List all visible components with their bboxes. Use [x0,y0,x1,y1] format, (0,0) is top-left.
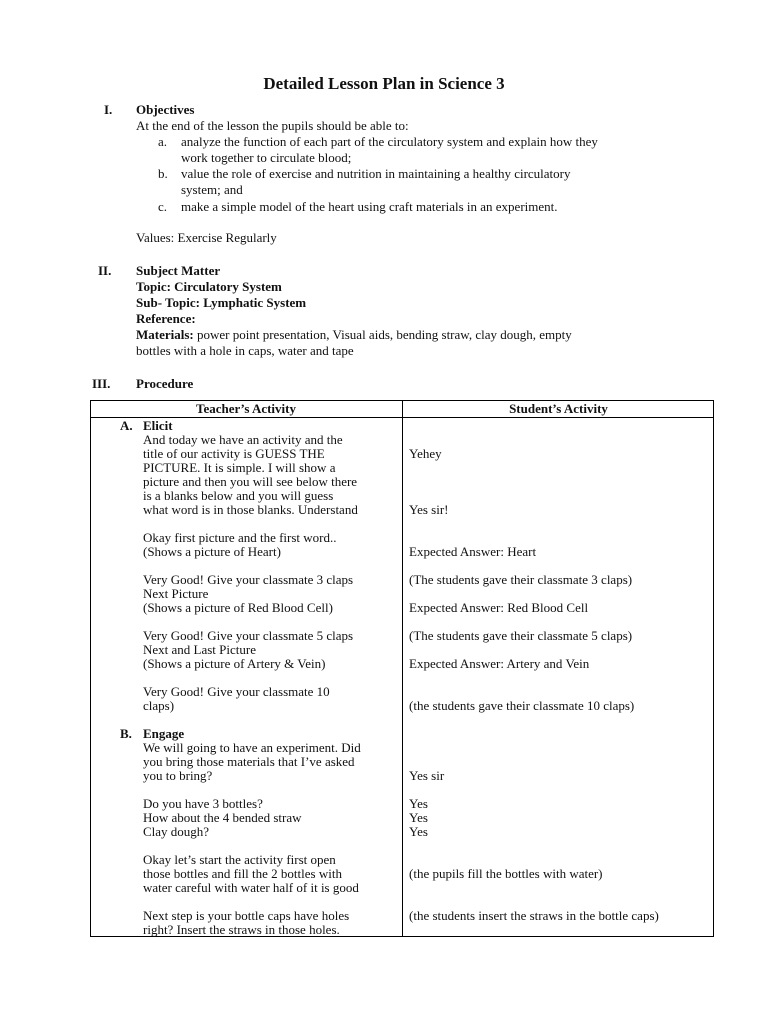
student-line: (the pupils fill the bottles with water) [409,866,603,881]
teacher-line: PICTURE. It is simple. I will show a [143,460,336,475]
student-line: Yes sir! [409,502,449,517]
elicit-title: Elicit [143,418,173,433]
teacher-line: (Shows a picture of Artery & Vein) [143,656,326,671]
teacher-line: Do you have 3 bottles? [143,796,263,811]
student-line: (the students gave their classmate 10 claps) [409,698,635,713]
subject-matter-numeral: II. [98,263,112,278]
table-header-divider [90,417,714,418]
subject-topic: Topic: Circulatory System [136,279,282,294]
teacher-line: claps) [143,698,175,713]
teacher-line: (Shows a picture of Heart) [143,544,281,559]
document-title: Detailed Lesson Plan in Science 3 [263,74,505,93]
teacher-line: (Shows a picture of Red Blood Cell) [143,600,333,615]
objective-letter-a: a. [158,134,168,149]
teacher-line: those bottles and fill the 2 bottles with [143,866,342,881]
teacher-line: Very Good! Give your classmate 5 claps [143,628,354,643]
teacher-line: We will going to have an experiment. Did [143,740,361,755]
materials-label: Materials: [136,327,194,342]
teacher-line: Okay let’s start the activity first open [143,852,336,867]
teacher-line: Very Good! Give your classmate 10 [143,684,330,699]
student-line: (The students gave their classmate 5 claps) [409,628,633,643]
subject-matter-heading: Subject Matter [136,263,221,278]
teacher-line: right? Insert the straws in those holes. [143,922,340,937]
student-line: Yes [409,796,428,811]
subject-materials-line2: bottles with a hole in caps, water and tape [136,343,354,358]
procedure-heading: Procedure [136,376,194,391]
engage-title: Engage [143,726,185,741]
objectives-heading: Objectives [136,102,195,117]
teacher-line: Okay first picture and the first word.. [143,530,337,545]
objectives-numeral: I. [104,102,113,117]
student-line: (the students insert the straws in the bottle caps) [409,908,659,923]
teacher-line: picture and then you will see below there [143,474,358,489]
objective-letter-c: c. [158,199,168,214]
elicit-letter: A. [120,418,133,433]
objective-letter-b: b. [158,166,168,181]
objective-b-line1: value the role of exercise and nutrition in maintaining a healthy circulatory [181,166,571,181]
materials-text: power point presentation, Visual aids, bending straw, clay dough, empty [193,327,572,342]
student-line: Expected Answer: Red Blood Cell [409,600,589,615]
objectives-values: Values: Exercise Regularly [136,230,277,245]
teacher-line: Next step is your bottle caps have holes [143,908,350,923]
student-line: Expected Answer: Artery and Vein [409,656,590,671]
teacher-line: what word is in those blanks. Understand [143,502,358,517]
column-header-teacher: Teacher’s Activity [195,401,296,416]
student-line: Yes [409,810,428,825]
student-line: Yehey [409,446,442,461]
student-line: Expected Answer: Heart [409,544,537,559]
objective-b-line2: system; and [181,182,243,197]
objective-a-line2: work together to circulate blood; [181,150,352,165]
student-line: Yes sir [409,768,445,783]
table-column-divider [402,400,403,937]
teacher-line: Clay dough? [143,824,210,839]
objective-a-line1: analyze the function of each part of the circulatory system and explain how they [181,134,598,149]
column-header-student: Student’s Activity [509,401,608,416]
student-line: (The students gave their classmate 3 claps) [409,572,633,587]
procedure-numeral: III. [92,376,111,391]
teacher-line: is a blanks below and you will guess [143,488,334,503]
teacher-line: Next and Last Picture [143,642,256,657]
teacher-line: How about the 4 bended straw [143,810,302,825]
subject-subtopic: Sub- Topic: Lymphatic System [136,295,307,310]
teacher-line: you bring those materials that I’ve asked [143,754,355,769]
engage-letter: B. [120,726,132,741]
teacher-line: you to bring? [143,768,213,783]
objective-c-line1: make a simple model of the heart using craft materials in an experiment. [181,199,558,214]
teacher-line: And today we have an activity and the [143,432,343,447]
teacher-line: Next Picture [143,586,209,601]
student-line: Yes [409,824,428,839]
subject-materials [136,327,572,343]
teacher-line: Very Good! Give your classmate 3 claps [143,572,354,587]
teacher-line: title of our activity is GUESS THE [143,446,325,461]
subject-reference: Reference: [136,311,196,326]
teacher-line: water careful with water half of it is good [143,880,359,895]
objectives-intro: At the end of the lesson the pupils should be able to: [136,118,409,133]
